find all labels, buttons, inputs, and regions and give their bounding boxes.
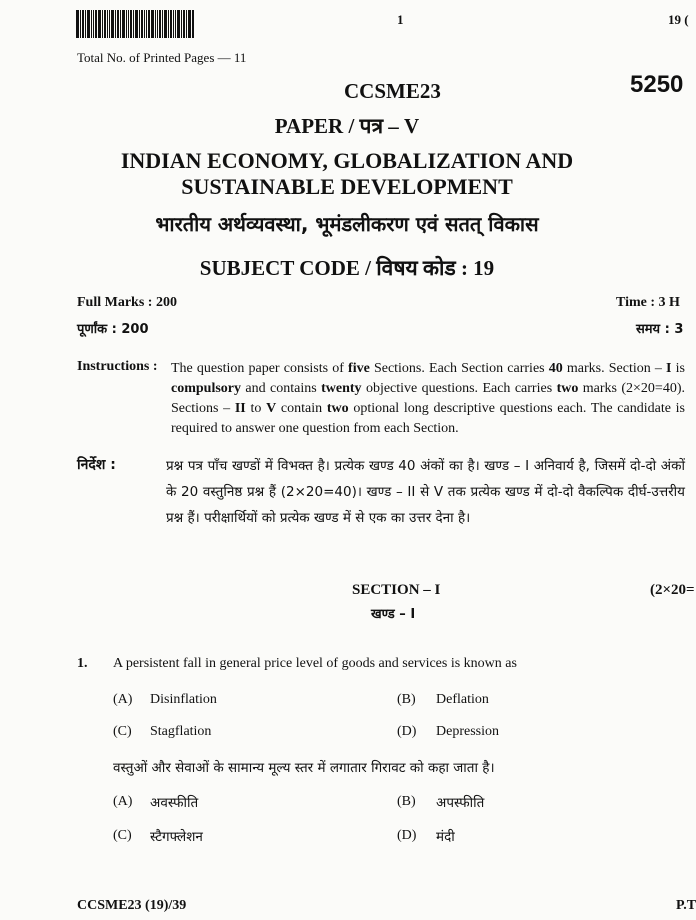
option-d-hindi-label: (D) bbox=[397, 828, 417, 843]
full-marks: Full Marks : 200 bbox=[77, 295, 177, 310]
instructions-label-hindi: निर्देश : bbox=[77, 457, 116, 473]
subject-line-2: SUSTAINABLE DEVELOPMENT bbox=[181, 174, 513, 199]
option-d-text: Depression bbox=[436, 724, 499, 739]
page-number: 1 bbox=[397, 12, 404, 27]
time-allowed-hindi: समय : 3 bbox=[636, 322, 684, 337]
question-text: A persistent fall in general price level of goods and services is known as bbox=[113, 656, 517, 671]
subject-code: SUBJECT CODE / विषय कोड : 19 bbox=[199, 256, 495, 280]
full-marks-hindi: पूर्णांक : 200 bbox=[77, 322, 149, 337]
instructions-label: Instructions : bbox=[77, 359, 158, 374]
option-d-label: (D) bbox=[397, 724, 417, 739]
footer-pto: P.T bbox=[676, 898, 696, 913]
time-allowed: Time : 3 H bbox=[616, 295, 680, 310]
option-b-text: Deflation bbox=[436, 692, 489, 707]
option-c-label: (C) bbox=[113, 724, 132, 739]
subject-hindi: भारतीय अर्थव्यवस्था, भूमंडलीकरण एवं सतत् विकास bbox=[155, 212, 539, 236]
option-a-hindi-text: अवस्फीति bbox=[150, 795, 199, 811]
question-number: 1. bbox=[77, 656, 88, 671]
option-a-hindi-label: (A) bbox=[113, 794, 133, 809]
barcode bbox=[76, 10, 220, 38]
option-b-hindi-text: अपस्फीति bbox=[436, 795, 485, 811]
page-corner-label: 19 ( bbox=[668, 12, 689, 27]
paper-code: CCSME23 bbox=[344, 79, 441, 103]
option-c-hindi-text: स्टैगफ्लेशन bbox=[150, 829, 203, 845]
option-c-hindi-label: (C) bbox=[113, 828, 132, 843]
printed-pages: Total No. of Printed Pages — 11 bbox=[77, 50, 247, 65]
footer-code: CCSME23 (19)/39 bbox=[77, 898, 187, 913]
option-b-label: (B) bbox=[397, 692, 416, 707]
section-title-hindi: खण्ड – I bbox=[371, 607, 416, 622]
paper-title: PAPER / पत्र – V bbox=[274, 114, 420, 138]
section-marks: (2×20= bbox=[650, 582, 695, 598]
subject-line-1: INDIAN ECONOMY, GLOBALIZATION AND bbox=[120, 148, 574, 173]
instructions-text: The question paper consists of five Sections. Each Section carries 40 marks. Section – I is compulsory and contains twenty objective questions. Each carries two marks (2×20=40). Sections – II to V contain two optional long descriptive questions each. The candidate is required to answer one question from each Section. bbox=[171, 361, 685, 436]
option-b-hindi-label: (B) bbox=[397, 794, 416, 809]
option-a-text: Disinflation bbox=[150, 692, 217, 707]
option-d-hindi-text: मंदी bbox=[436, 829, 455, 845]
option-a-label: (A) bbox=[113, 692, 133, 707]
section-title: SECTION – I bbox=[352, 582, 441, 598]
question-text-hindi: वस्तुओं और सेवाओं के सामान्य मूल्य स्तर में लगातार गिरावट को कहा जाता है। bbox=[113, 760, 495, 776]
serial-number: 5250 bbox=[630, 71, 684, 98]
option-c-text: Stagflation bbox=[150, 724, 212, 739]
instructions-text-hindi: प्रश्न पत्र पाँच खण्डों में विभक्त है। प्रत्येक खण्ड 40 अंकों का है। खण्ड – I अनिवार्य है, जिसमें दो-दो अंकों के 20 वस्तुनिष्ठ प्रश्न हैं (2×20=40)। खण्ड – II से V तक प्रत्येक खण्ड में दो-दो वैकल्पिक दीर्घ-उत्तरीय प्रश्न हैं। परीक्षार्थियों को प्रत्येक खण्ड में से एक का उत्तर देना है। bbox=[166, 458, 685, 526]
